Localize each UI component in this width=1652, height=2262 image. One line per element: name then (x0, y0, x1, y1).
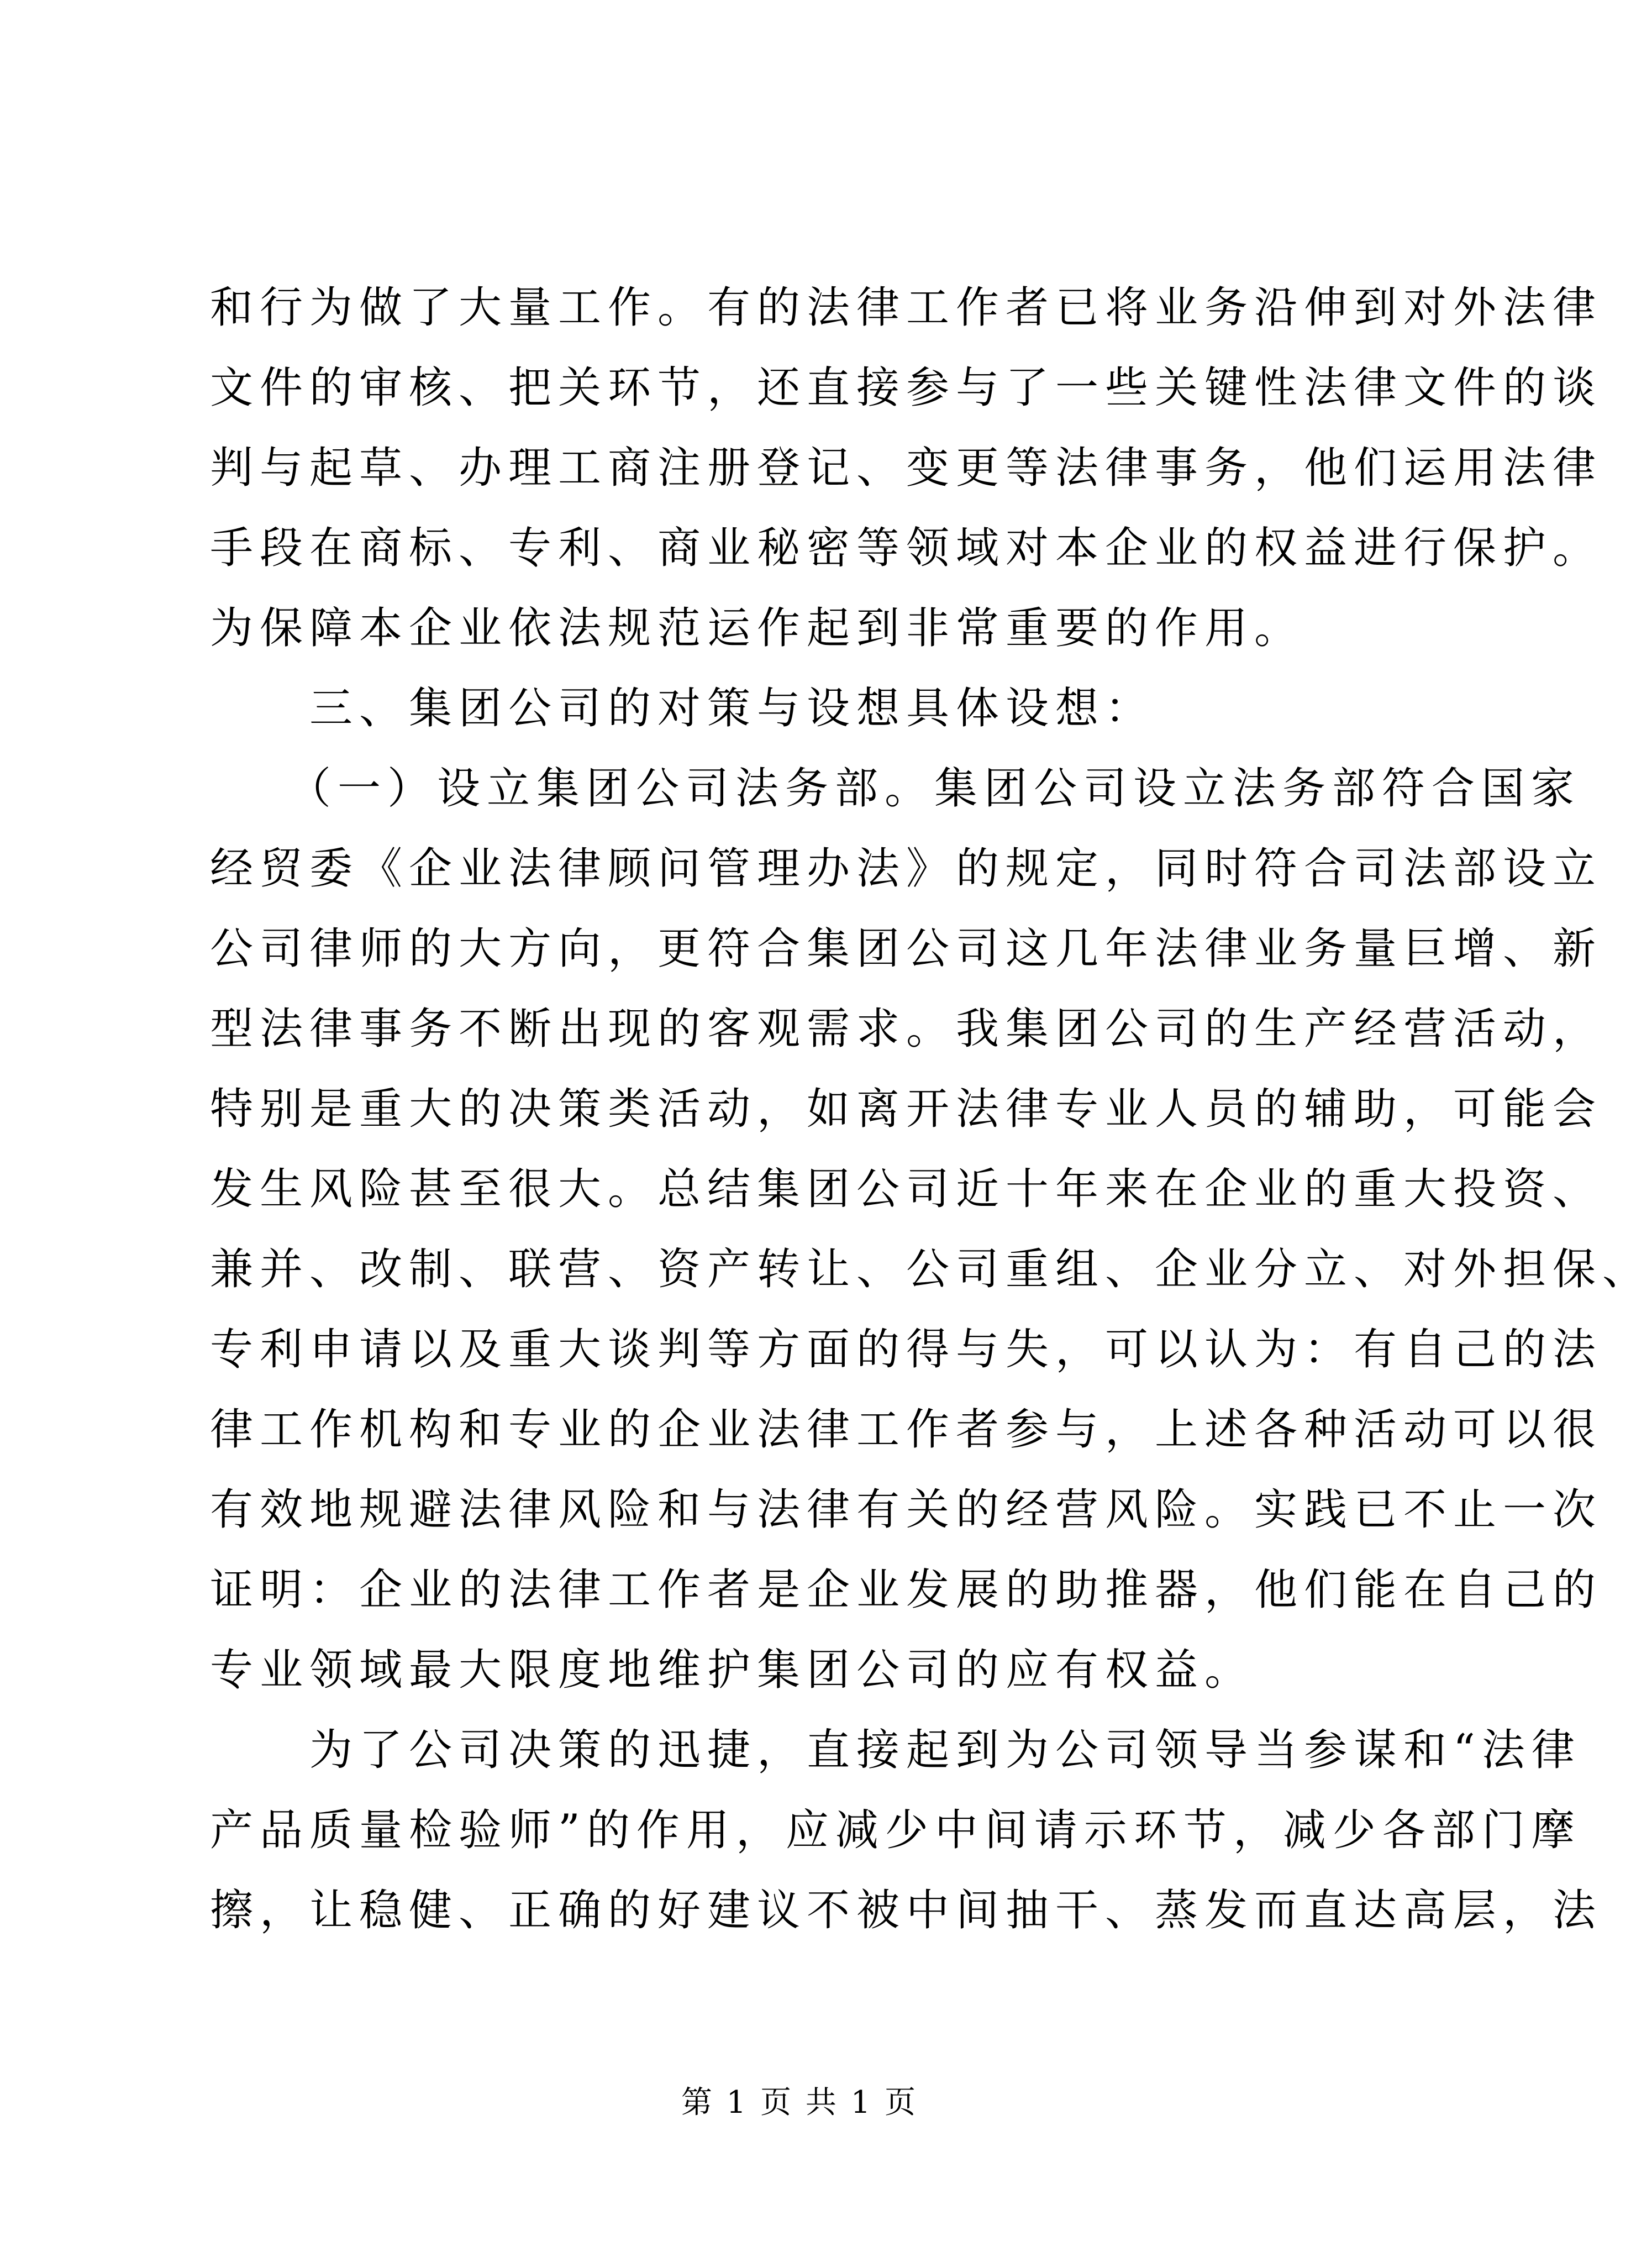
text-line: 证明：企业的法律工作者是企业发展的助推器，他们能在自己的 (210, 1565, 1603, 1615)
text-line: 和行为做了大量工作。有的法律工作者已将业务沿伸到对外法律 (210, 283, 1603, 333)
text-line: 经贸委《企业法律顾问管理办法》的规定，同时符合司法部设立 (210, 844, 1603, 894)
text-line: 为了公司决策的迅捷，直接起到为公司领导当参谋和“法律 (210, 1725, 1581, 1775)
text-line: 手段在商标、专利、商业秘密等领域对本企业的权益进行保护。 (210, 523, 1603, 573)
text-line: 判与起草、办理工商注册登记、变更等法律事务，他们运用法律 (210, 443, 1603, 493)
page-number-footer: 第 1 页 共 1 页 (681, 2085, 918, 2121)
section-heading: 三、集团公司的对策与设想具体设想： (210, 684, 1155, 733)
text-line: 文件的审核、把关环节，还直接参与了一些关键性法律文件的谈 (210, 363, 1603, 413)
text-line: 发生风险甚至很大。总结集团公司近十年来在企业的重大投资、 (210, 1164, 1603, 1214)
document-body (210, 268, 1652, 1951)
text-line: 公司律师的大方向，更符合集团公司这几年法律业务量巨增、新 (210, 924, 1603, 974)
text-line: 型法律事务不断出现的客观需求。我集团公司的生产经营活动， (210, 1004, 1603, 1054)
text-line: 兼并、改制、联营、资产转让、公司重组、企业分立、对外担保、 (210, 1245, 1652, 1294)
text-line: 为保障本企业依法规范运作起到非常重要的作用。 (210, 603, 1304, 653)
text-line: 专业领域最大限度地维护集团公司的应有权益。 (210, 1645, 1255, 1695)
text-line: 特别是重大的决策类活动，如离开法律专业人员的辅助，可能会 (210, 1084, 1603, 1134)
text-line: 律工作机构和专业的企业法律工作者参与，上述各种活动可以很 (210, 1405, 1603, 1455)
text-line: （一）设立集团公司法务部。集团公司设立法务部符合国家 (210, 764, 1581, 814)
text-line: 擦，让稳健、正确的好建议不被中间抽干、蒸发而直达高层，法 (210, 1886, 1603, 1935)
text-line: 产品质量检验师”的作用，应减少中间请示环节，减少各部门摩 (210, 1806, 1581, 1855)
text-line: 有效地规避法律风险和与法律有关的经营风险。实践已不止一次 (210, 1485, 1603, 1535)
text-line: 专利申请以及重大谈判等方面的得与失，可以认为：有自己的法 (210, 1325, 1603, 1374)
